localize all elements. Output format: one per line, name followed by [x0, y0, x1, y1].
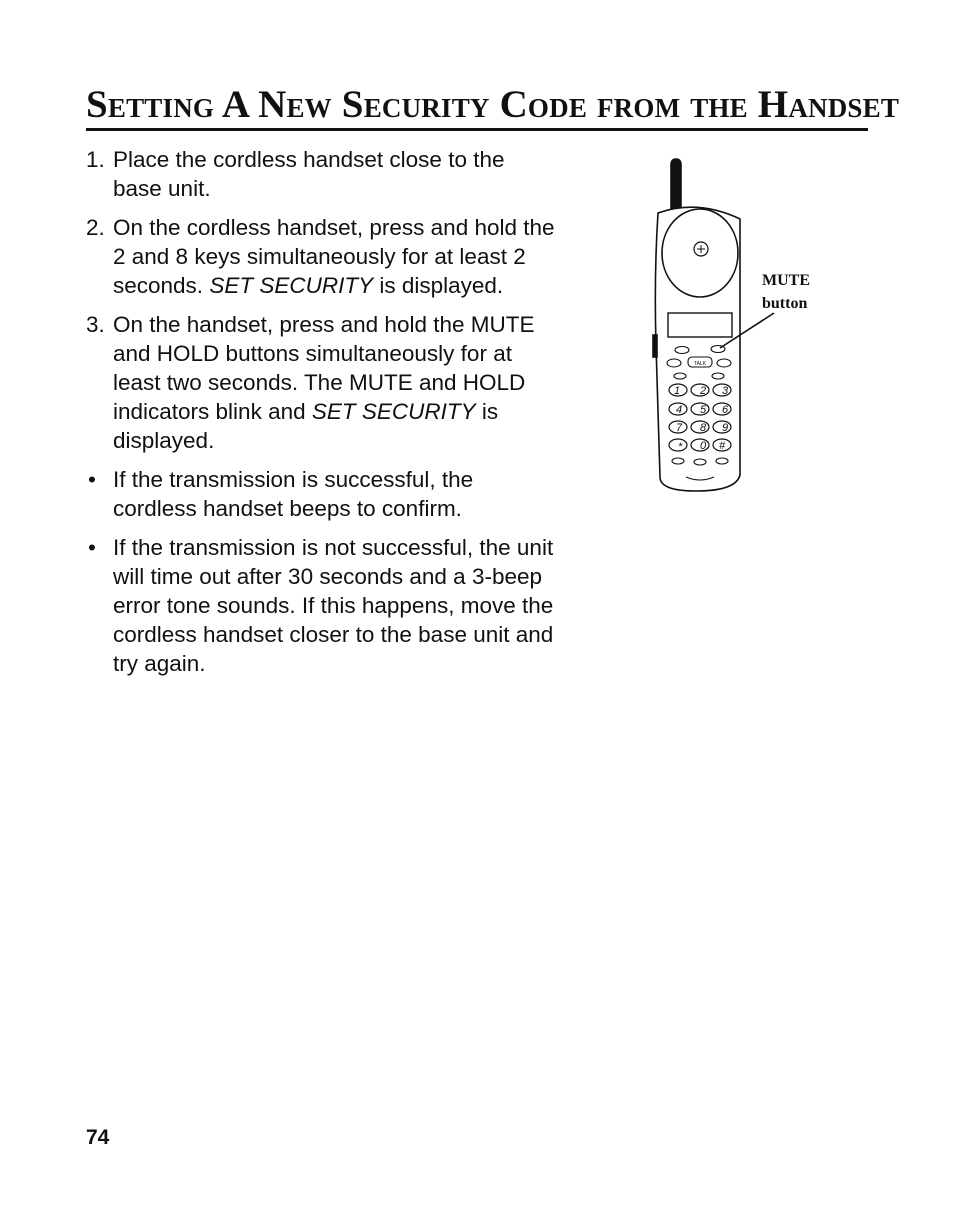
- bullet-success-text: If the transmission is successful, the cordless handset beeps to confirm.: [113, 467, 474, 521]
- svg-text:*: *: [678, 441, 683, 453]
- step-3-text-end: is displayed.: [113, 399, 499, 453]
- step-3-marker: 3.: [86, 312, 105, 337]
- svg-text:1: 1: [674, 385, 681, 397]
- bullet-success-marker: •: [88, 467, 96, 492]
- step-2-text: On the cordless handset, press and hold the 2 and 8 keys simultaneously for at least 2 seconds.: [113, 215, 555, 298]
- step-1: [86, 145, 556, 203]
- svg-text:8: 8: [700, 422, 707, 434]
- svg-text:3: 3: [722, 385, 729, 397]
- svg-text:0: 0: [700, 440, 707, 452]
- mute-callout-label: MUTE: [762, 272, 810, 289]
- svg-text:6: 6: [722, 404, 729, 416]
- page-number: 74: [86, 1126, 110, 1149]
- svg-text:9: 9: [722, 422, 729, 434]
- svg-text:5: 5: [700, 404, 707, 416]
- step-2: [86, 213, 556, 300]
- bullet-failure-text: If the transmission is not successful, the unit will time out after 30 seconds and a 3-beep error tone sounds. If this happens, move the cordless handset closer to the base unit and try again.: [113, 535, 554, 676]
- bullet-success: [86, 465, 556, 523]
- bullet-failure-marker: •: [88, 535, 96, 560]
- step-1-marker: 1.: [86, 147, 105, 172]
- instruction-list: [86, 145, 556, 688]
- side-button: [653, 335, 657, 357]
- svg-text:2: 2: [700, 385, 707, 397]
- step-3-display-text: SET SECURITY: [311, 399, 476, 424]
- mute-callout-label-2: button: [762, 295, 808, 312]
- svg-text:#: #: [719, 440, 726, 452]
- step-2-text-end: is displayed.: [373, 273, 504, 298]
- step-1-text: Place the cordless handset close to the base unit.: [113, 147, 505, 201]
- talk-key-label: TALK: [693, 361, 707, 367]
- svg-text:4: 4: [676, 404, 683, 416]
- handset-illustration: [640, 155, 850, 500]
- step-2-display-text: SET SECURITY: [209, 273, 374, 298]
- step-3: [86, 310, 556, 455]
- step-2-marker: 2.: [86, 215, 105, 240]
- antenna: [671, 159, 681, 213]
- step-3-text: On the handset, press and hold the MUTE and HOLD buttons simultaneously for at least two seconds. The MUTE and HOLD indicators blink and: [113, 312, 535, 424]
- svg-text:7: 7: [676, 422, 683, 434]
- page-heading: Setting A New Security Code from the Handset: [86, 84, 868, 131]
- bullet-failure: [86, 533, 556, 678]
